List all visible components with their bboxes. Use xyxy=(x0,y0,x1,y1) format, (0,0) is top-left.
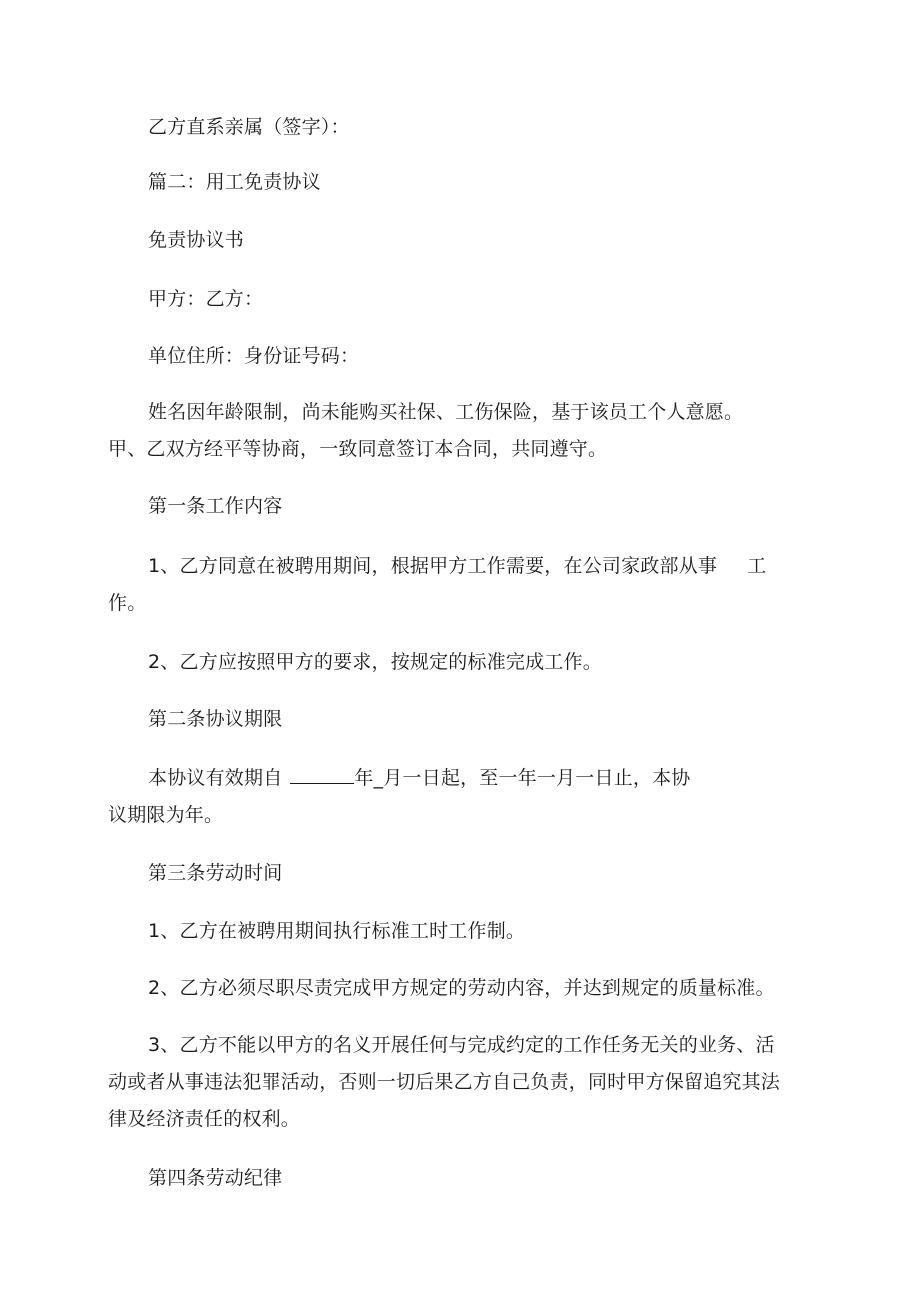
article-heading: 第三条劳动时间 xyxy=(148,862,283,884)
clause-paragraph: 2、乙方应按照甲方的要求，按规定的标准完成工作。 xyxy=(148,651,602,673)
section-title: 篇二：用工免责协议 xyxy=(148,171,321,193)
clause-paragraph: 本协议有效期自 年_月一日起，至一年一月一日止，本协 议期限为年。 xyxy=(108,767,691,826)
relative-signature-line: 乙方直系亲属（签字）： xyxy=(148,116,350,138)
preamble-paragraph: 姓名因年龄限制，尚未能购买社保、工伤保险，基于该员工个人意愿。 甲、乙双方经平等协商，一致同意签订本合同，共同遵守。 xyxy=(108,401,744,460)
document-title: 免责协议书 xyxy=(148,229,245,251)
article-heading: 第二条协议期限 xyxy=(148,708,283,730)
clause-paragraph: 3、乙方不能以甲方的名义开展任何与完成约定的工作任务无关的业务、活 动或者从事违法犯罪活动，否则一切后果乙方自己负责，同时甲方保留追究其法 律及经济责任的权利。 xyxy=(108,1034,781,1130)
fill-in-blank xyxy=(290,766,354,784)
article-heading: 第四条劳动纪律 xyxy=(148,1167,283,1189)
address-id-line: 单位住所：身份证号码： xyxy=(148,345,360,367)
article-heading: 第一条工作内容 xyxy=(148,495,283,517)
clause-paragraph: 1、乙方同意在被聘用期间，根据甲方工作需要，在公司家政部从事 工 作。 xyxy=(108,555,767,614)
party-line: 甲方：乙方： xyxy=(148,288,264,310)
clause-paragraph: 2、乙方必须尽职尽责完成甲方规定的劳动内容，并达到规定的质量标准。 xyxy=(148,977,775,999)
clause-paragraph: 1、乙方在被聘用期间执行标准工时工作制。 xyxy=(148,920,526,942)
